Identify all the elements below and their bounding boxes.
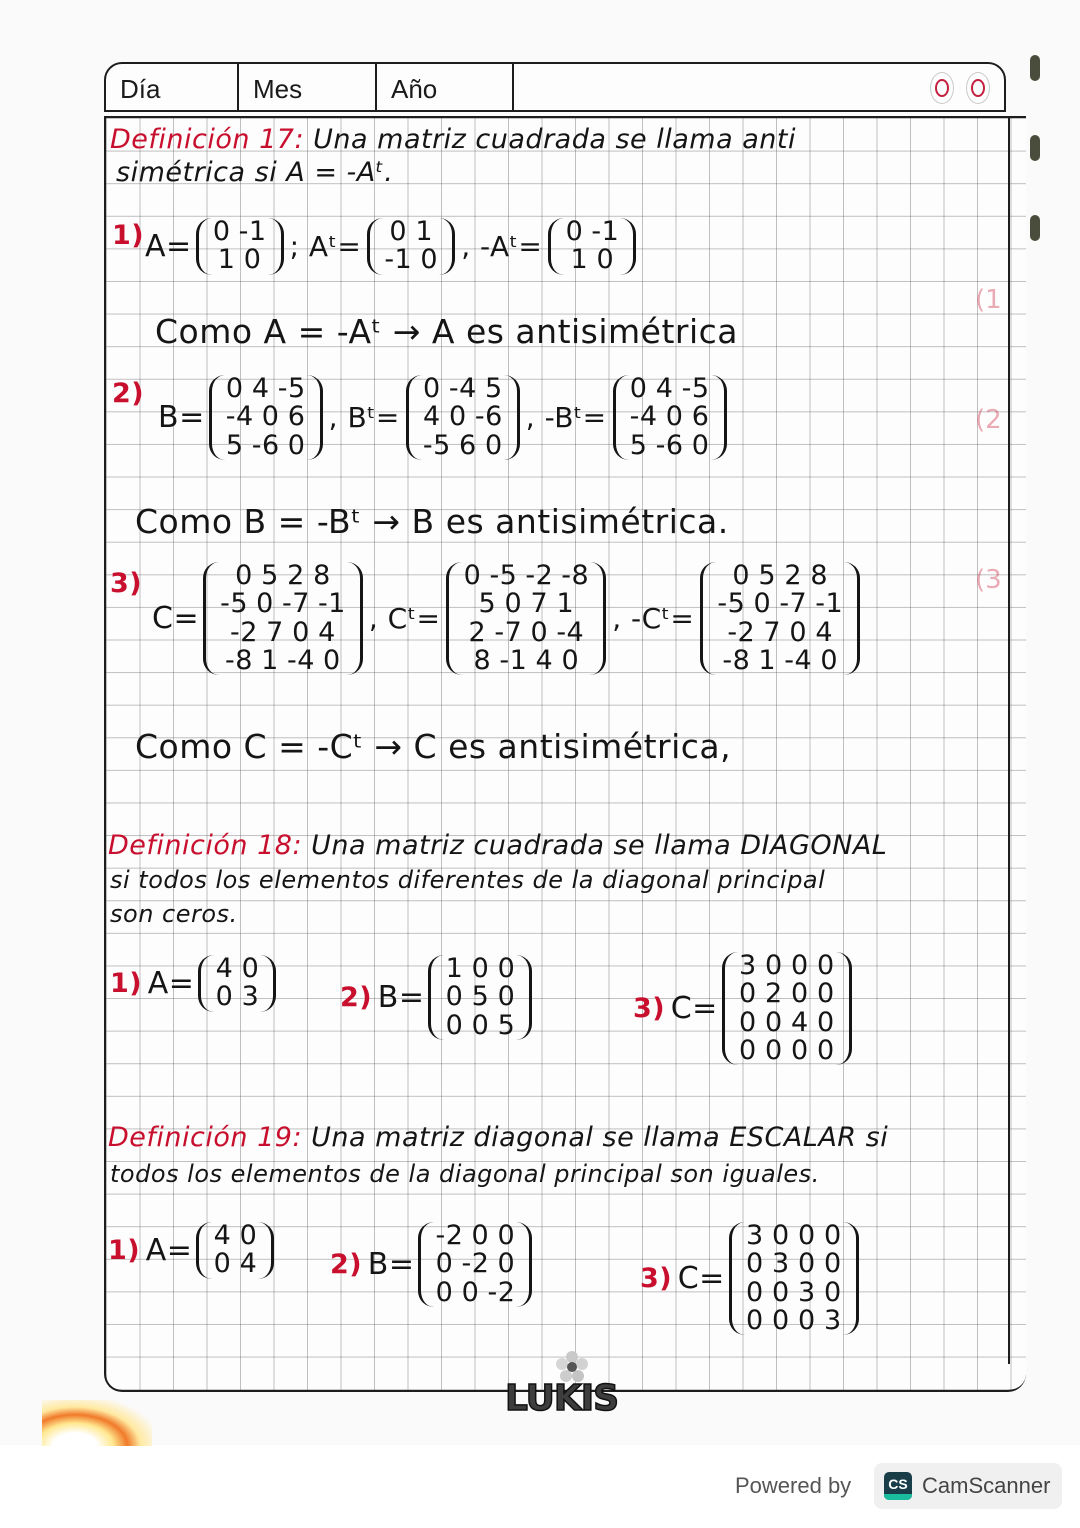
matrix-cell: -8 xyxy=(225,645,253,677)
definition-text: Una matriz diagonal se llama ESCALAR si xyxy=(311,1122,889,1153)
binder-hole-mark xyxy=(1030,55,1040,81)
matrix-cell: 0 xyxy=(239,1220,258,1251)
definition-text: Una matriz cuadrada se llama DIAGONAL xyxy=(311,830,888,861)
example-number: 3) xyxy=(640,1263,673,1295)
matrix-cell: -5 xyxy=(681,373,710,404)
example-number: 2) xyxy=(112,378,145,409)
year-field xyxy=(377,64,514,110)
matrix-cell: 0 xyxy=(665,401,684,433)
matrix xyxy=(446,562,606,675)
matrix-cell: 4 xyxy=(215,953,234,984)
matrix-label: C= xyxy=(670,991,718,1027)
matrix-cell: 0 xyxy=(738,1006,757,1038)
matrix-cell: 0 xyxy=(261,401,280,433)
matrix-cell: -6 xyxy=(474,401,503,433)
matrix-cell: 0 xyxy=(596,244,615,276)
matrix-label: , Cᵗ= xyxy=(368,602,441,636)
matrix-cell: -2 xyxy=(727,616,756,648)
matrix-cell: 0 xyxy=(215,981,234,1013)
matrix-cell: 0 xyxy=(497,1220,516,1251)
matrix-cell: 0 xyxy=(745,1248,764,1280)
matrix-cell: 0 xyxy=(449,401,467,433)
matrix-cell: 0 xyxy=(225,373,244,404)
matrix-cell: 0 xyxy=(771,1220,790,1251)
matrix-cell: 0 xyxy=(738,1035,757,1067)
matrix-cell: 2 xyxy=(764,978,783,1010)
definition-18-line-3: son ceros. xyxy=(110,900,238,928)
matrix xyxy=(196,1222,274,1279)
notebook-header xyxy=(104,62,1006,112)
example-17-2-equations xyxy=(158,375,727,460)
matrix-cell: 0 xyxy=(561,645,580,677)
matrix-cell: 0 xyxy=(816,978,835,1010)
matrix-cell: 4 xyxy=(318,616,336,648)
matrix-cell: 0 xyxy=(790,978,809,1010)
matrix xyxy=(613,375,727,460)
matrix-cell: 0 xyxy=(504,588,523,620)
matrix-cell: 4 xyxy=(239,1248,258,1280)
example-number: 3) xyxy=(633,993,666,1025)
matrix-cell: 3 xyxy=(797,1276,816,1308)
matrix-cell: -2 xyxy=(230,616,258,648)
matrix-cell: -5 xyxy=(220,588,249,620)
matrix-cell: 1 xyxy=(415,216,434,247)
logo-text: LUKIS xyxy=(505,1378,619,1419)
definition-18-line-1 xyxy=(108,830,887,861)
matrix xyxy=(548,218,636,275)
matrix-cell: 5 xyxy=(484,373,503,404)
punch-holes xyxy=(930,72,990,104)
matrix-cell: 0 xyxy=(753,588,772,620)
matrix-cell: 0 xyxy=(764,950,783,981)
matrix-cell: 0 xyxy=(732,560,751,591)
matrix-cell: 1 xyxy=(217,244,236,276)
matrix-cell: 5 xyxy=(261,560,279,591)
matrix-cell: 0 xyxy=(764,1035,783,1067)
punch-hole-icon xyxy=(966,72,990,104)
matrix-cell: 0 xyxy=(565,216,584,247)
matrix-cell: 0 xyxy=(213,1248,232,1280)
matrix-cell: 7 xyxy=(266,616,284,648)
matrix-cell: 0 xyxy=(497,1248,516,1280)
matrix-cell: 4 xyxy=(213,1220,232,1251)
matrix-cell: 0 xyxy=(797,1248,816,1280)
matrix-label: A= xyxy=(147,965,195,1001)
definition-18-line-2: si todos los elementos diferentes de la diagonal principal xyxy=(110,866,826,894)
example-number: 1) xyxy=(112,220,145,251)
matrix-cell: -1 xyxy=(591,216,620,247)
matrix-cell: -4 xyxy=(556,616,585,648)
example-17-3-equations xyxy=(152,562,860,675)
matrix-cell: 1 xyxy=(261,645,279,677)
matrix-cell: -1 xyxy=(384,244,413,276)
matrix-cell: 0 xyxy=(256,588,274,620)
matrix-label: , Bᵗ= xyxy=(328,401,400,435)
matrix-cell: 5 xyxy=(478,588,497,620)
matrix-label: B= xyxy=(158,400,205,436)
punch-hole-icon xyxy=(930,72,954,104)
matrix xyxy=(406,375,520,460)
matrix-cell: 0 xyxy=(789,616,808,648)
matrix-cell: 2 xyxy=(784,560,803,591)
matrix-cell: -2 xyxy=(487,1276,516,1308)
matrix-cell: 0 xyxy=(629,373,648,404)
camscanner-badge xyxy=(874,1463,1062,1509)
definition-title: Definición 17: xyxy=(110,124,305,155)
example-number: 1) xyxy=(108,1234,141,1266)
matrix xyxy=(367,218,455,275)
matrix-cell: 0 xyxy=(389,216,408,247)
matrix-cell: 0 xyxy=(445,981,464,1013)
definition-text: simétrica si A = -Aᵗ. xyxy=(116,157,394,188)
matrix-cell: 5 xyxy=(629,429,648,461)
definition-17-line-2 xyxy=(116,157,393,188)
matrix-cell: 7 xyxy=(763,616,782,648)
matrix-cell: 0 xyxy=(241,953,260,984)
matrix-cell: -8 xyxy=(722,645,751,677)
example-19-2 xyxy=(330,1222,532,1307)
notebook-logo xyxy=(505,1358,619,1428)
matrix-cell: 4 xyxy=(815,616,834,648)
definition-title: Definición 18: xyxy=(108,830,303,861)
matrix xyxy=(203,562,363,675)
example-18-2 xyxy=(340,955,532,1040)
matrix-label: A= xyxy=(145,228,192,264)
matrix-cell: 0 xyxy=(212,216,231,247)
matrix-label: C= xyxy=(677,1261,725,1297)
powered-by-text: Powered by xyxy=(735,1473,852,1498)
matrix-cell: -4 xyxy=(225,401,254,433)
page-border xyxy=(1008,116,1010,1364)
matrix-cell: 0 xyxy=(823,1248,842,1280)
definition-19-line-1 xyxy=(108,1122,888,1153)
matrix xyxy=(428,955,532,1040)
matrix-cell: 0 xyxy=(423,373,441,404)
matrix-cell: 5 xyxy=(225,429,244,461)
matrix-label: , -Cᵗ= xyxy=(612,602,695,636)
matrix-cell: -1 xyxy=(238,216,267,247)
matrix-label: B= xyxy=(367,1247,415,1283)
matrix-cell: 0 xyxy=(816,1035,835,1067)
matrix-cell: 0 xyxy=(530,616,549,648)
matrix-cell: -5 xyxy=(277,373,306,404)
matrix-label: C= xyxy=(152,601,200,637)
matrix-cell: 0 xyxy=(497,953,516,984)
matrix-label: ; Aᵗ= xyxy=(289,229,362,263)
matrix-cell: 3 xyxy=(241,981,260,1013)
example-number: 2) xyxy=(330,1249,363,1281)
matrix-cell: -1 xyxy=(317,588,346,620)
matrix-cell: -4 xyxy=(448,373,477,404)
matrix xyxy=(700,562,860,675)
matrix-cell: 0 xyxy=(463,560,482,591)
matrix-cell: -4 xyxy=(286,645,315,677)
matrix-cell: 0 xyxy=(816,950,835,981)
conclusion-text: Como C = -Cᵗ → C es antisimétrica, xyxy=(135,727,732,766)
matrix-cell: 0 xyxy=(445,1009,464,1041)
matrix-cell: -2 xyxy=(461,1248,490,1280)
conclusion-text: Como A = -Aᵗ → A es antisimétrica xyxy=(155,312,739,351)
matrix xyxy=(729,1222,859,1335)
matrix-cell: 1 xyxy=(445,953,464,984)
matrix-cell: 0 xyxy=(235,560,253,591)
matrix-cell: 0 xyxy=(323,645,341,677)
matrix-cell: 0 xyxy=(243,244,262,276)
matrix-cell: 0 xyxy=(764,1006,783,1038)
matrix-cell: 0 xyxy=(471,1009,490,1041)
matrix-cell: 4 xyxy=(535,645,554,677)
matrix-cell: 6 xyxy=(691,401,710,433)
matrix-cell: 4 xyxy=(251,373,270,404)
definition-17-line-1 xyxy=(110,124,796,155)
matrix-cell: 0 xyxy=(471,953,490,984)
definition-title: Definición 19: xyxy=(108,1122,303,1153)
example-number: 3) xyxy=(110,568,143,599)
matrix-cell: -1 xyxy=(815,588,844,620)
example-17-1-equations xyxy=(145,218,636,275)
matrix-cell: 0 xyxy=(497,981,516,1013)
color-stain xyxy=(42,1400,152,1446)
matrix-cell: 0 xyxy=(823,1220,842,1251)
matrix-cell: -7 xyxy=(282,588,310,620)
matrix-cell: 0 xyxy=(745,1276,764,1308)
matrix xyxy=(418,1222,532,1307)
matrix-cell: 3 xyxy=(771,1248,790,1280)
matrix-label: , -Bᵗ= xyxy=(525,401,607,435)
matrix-cell: 0 xyxy=(745,1305,764,1337)
matrix-cell: 0 xyxy=(823,1276,842,1308)
matrix-cell: 3 xyxy=(823,1305,842,1337)
example-number: 2) xyxy=(340,982,373,1014)
matrix-cell: -2 xyxy=(525,560,554,591)
matrix-cell: 0 xyxy=(790,1035,809,1067)
matrix-cell: 8 xyxy=(810,560,829,591)
month-label: Mes xyxy=(253,74,303,104)
example-18-3 xyxy=(633,952,852,1065)
matrix-cell: -2 xyxy=(435,1220,464,1251)
matrix-cell: 0 xyxy=(420,244,439,276)
matrix-cell: 0 xyxy=(790,950,809,981)
example-number: 1) xyxy=(110,967,143,999)
matrix-cell: 4 xyxy=(655,373,674,404)
matrix-cell: -4 xyxy=(629,401,658,433)
matrix-cell: -6 xyxy=(655,429,684,461)
example-18-1 xyxy=(110,955,276,1012)
matrix-cell: 4 xyxy=(790,1006,809,1038)
example-19-3 xyxy=(640,1222,859,1335)
matrix-cell: -5 xyxy=(489,560,518,591)
matrix-cell: 5 xyxy=(497,1009,516,1041)
matrix-cell: -5 xyxy=(717,588,746,620)
matrix-cell: 3 xyxy=(745,1220,764,1251)
matrix-cell: -1 xyxy=(499,645,528,677)
matrix xyxy=(722,952,852,1065)
matrix xyxy=(196,218,284,275)
matrix-cell: 1 xyxy=(570,244,589,276)
definition-text: Una matriz cuadrada se llama anti xyxy=(313,124,796,155)
bleed-through-mark: (2 xyxy=(975,405,1002,435)
matrix-cell: 0 xyxy=(435,1276,454,1308)
binder-hole-mark xyxy=(1030,135,1040,161)
matrix-cell: 0 xyxy=(771,1305,790,1337)
matrix xyxy=(198,955,276,1012)
matrix-cell: 8 xyxy=(473,645,492,677)
matrix-cell: 0 xyxy=(461,1276,480,1308)
matrix-cell: 4 xyxy=(423,401,441,433)
conclusion-text: Como B = -Bᵗ → B es antisimétrica. xyxy=(135,502,729,541)
camscanner-name: CamScanner xyxy=(922,1473,1051,1498)
matrix-cell: 0 xyxy=(797,1305,816,1337)
matrix-cell: 0 xyxy=(292,616,310,648)
matrix-cell: -7 xyxy=(494,616,523,648)
matrix-cell: 3 xyxy=(738,950,757,981)
matrix-cell: 5 xyxy=(471,981,490,1013)
matrix-cell: 0 xyxy=(435,1248,454,1280)
matrix-cell: 0 xyxy=(287,429,306,461)
camscanner-logo-icon xyxy=(884,1472,912,1500)
matrix-cell: -6 xyxy=(251,429,280,461)
matrix-cell: 1 xyxy=(758,645,777,677)
matrix-cell: 2 xyxy=(468,616,487,648)
matrix-label: , -Aᵗ= xyxy=(461,229,543,263)
matrix-label: B= xyxy=(377,980,425,1016)
matrix-cell: 8 xyxy=(313,560,331,591)
matrix-cell: 1 xyxy=(556,588,575,620)
matrix-cell: 6 xyxy=(287,401,306,433)
matrix-cell: 0 xyxy=(738,978,757,1010)
matrix-cell: -7 xyxy=(779,588,808,620)
matrix-cell: 2 xyxy=(287,560,305,591)
matrix-cell: 0 xyxy=(820,645,839,677)
matrix-cell: 0 xyxy=(471,1220,490,1251)
matrix-cell: 0 xyxy=(797,1220,816,1251)
bleed-through-mark: (1 xyxy=(975,285,1002,315)
binder-hole-mark xyxy=(1030,215,1040,241)
matrix-cell: 5 xyxy=(758,560,777,591)
day-field xyxy=(106,64,239,110)
matrix-label: A= xyxy=(145,1232,193,1268)
example-19-1 xyxy=(108,1222,274,1279)
matrix xyxy=(209,375,323,460)
matrix-cell: 0 xyxy=(691,429,710,461)
matrix-cell: 6 xyxy=(458,429,477,461)
matrix-cell: -5 xyxy=(422,429,451,461)
matrix-cell: 7 xyxy=(530,588,549,620)
camscanner-logo-text: CS xyxy=(888,1476,908,1492)
month-field xyxy=(239,64,377,110)
bleed-through-mark: (3 xyxy=(975,565,1002,595)
day-label: Día xyxy=(120,74,161,104)
matrix-cell: 0 xyxy=(816,1006,835,1038)
matrix-cell: 0 xyxy=(771,1276,790,1308)
matrix-cell: 0 xyxy=(484,429,503,461)
definition-19-line-2: todos los elementos de la diagonal principal son iguales. xyxy=(110,1160,820,1188)
matrix-cell: -8 xyxy=(561,560,590,591)
year-label: Año xyxy=(391,74,438,104)
matrix-cell: -4 xyxy=(784,645,813,677)
